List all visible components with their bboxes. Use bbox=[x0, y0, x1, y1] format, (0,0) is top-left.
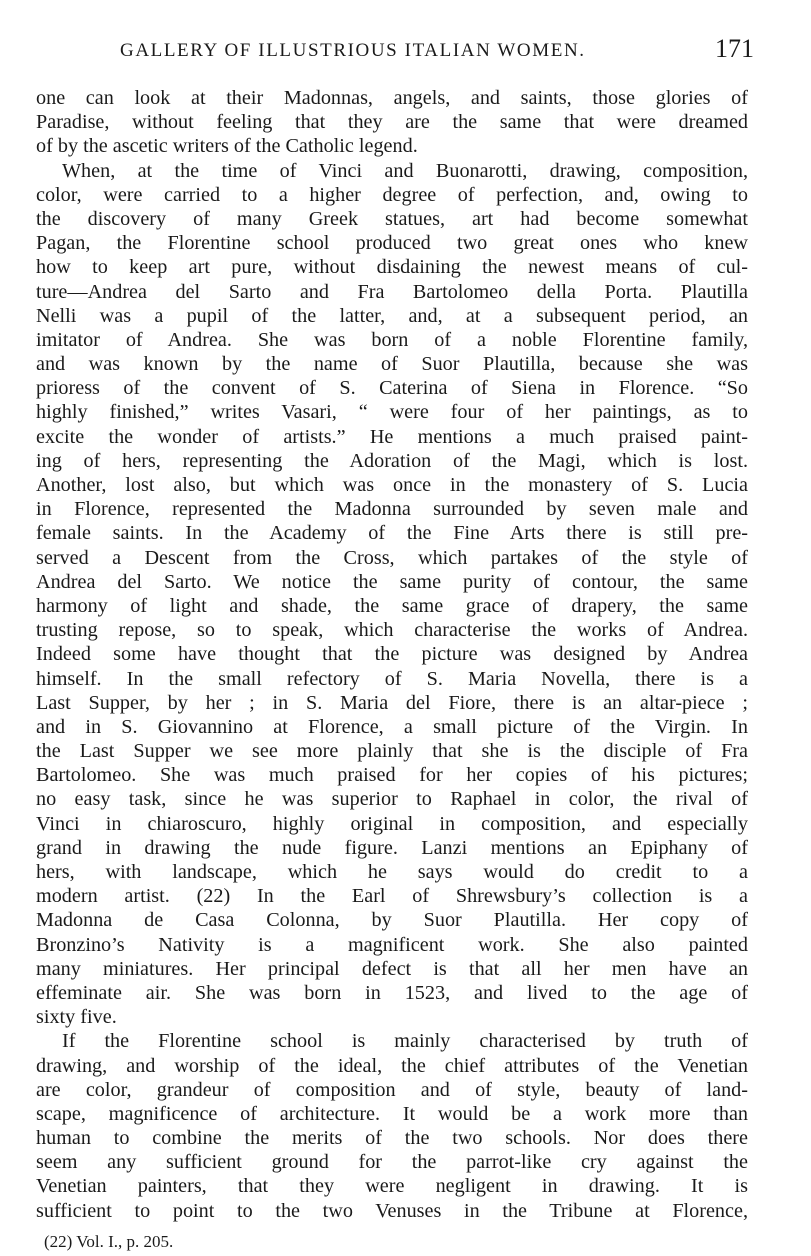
text-line: Bartolomeo. She was much praised for her copies of his pictures; bbox=[36, 764, 748, 787]
text-line: Last Supper, by her ; in S. Maria del Fiore, there is an altar-piece ; bbox=[36, 691, 748, 714]
body-text bbox=[36, 86, 748, 1223]
text-line: grand in drawing the nude figure. Lanzi mentions an Epiphany of bbox=[36, 836, 748, 859]
running-head bbox=[36, 32, 754, 70]
text-line: in Florence, represented the Madonna surrounded by seven male and bbox=[36, 498, 748, 521]
text-line: Pagan, the Florentine school produced two great ones who knew bbox=[36, 232, 748, 255]
text-line: sixty five. bbox=[36, 1006, 117, 1029]
text-line: himself. In the small refectory of S. Maria Novella, there is a bbox=[36, 667, 748, 690]
text-line: one can look at their Madonnas, angels, and saints, those glories of bbox=[36, 87, 748, 109]
text-line: Venetian painters, that they were negligent in drawing. It is bbox=[36, 1175, 748, 1198]
text-line: effeminate air. She was born in 1523, and lived to the age of bbox=[36, 981, 748, 1004]
text-line: drawing, and worship of the ideal, the chief attributes of the Venetian bbox=[36, 1054, 748, 1077]
text-line: seem any sufficient ground for the parrot-like cry against the bbox=[36, 1151, 748, 1174]
text-line: If the Florentine school is mainly characterised by truth of bbox=[62, 1030, 748, 1053]
text-line: trusting repose, so to speak, which characterise the works of Andrea. bbox=[36, 619, 748, 642]
text-line: human to combine the merits of the two schools. Nor does there bbox=[36, 1127, 748, 1150]
text-line: modern artist. (22) In the Earl of Shrewsbury’s collection is a bbox=[36, 885, 748, 908]
text-line: how to keep art pure, without disdaining the newest means of cul- bbox=[36, 256, 748, 279]
text-line: Paradise, without feeling that they are the same that were dreamed bbox=[36, 111, 748, 134]
text-line: served a Descent from the Cross, which partakes of the style of bbox=[36, 546, 748, 569]
text-line: Indeed some have thought that the picture was designed by Andrea bbox=[36, 643, 748, 666]
text-line: Vinci in chiaroscuro, highly original in composition, and especially bbox=[36, 812, 748, 835]
page-number: 171 bbox=[715, 34, 754, 63]
text-line: highly finished,” writes Vasari, “ were four of her paintings, as to bbox=[36, 401, 748, 424]
text-line: Madonna de Casa Colonna, by Suor Plautilla. Her copy of bbox=[36, 909, 748, 932]
running-title: GALLERY OF ILLUSTRIOUS ITALIAN WOMEN. bbox=[120, 40, 586, 61]
text-line: many miniatures. Her principal defect is that all her men have an bbox=[36, 957, 748, 980]
text-line: Andrea del Sarto. We notice the same purity of contour, the same bbox=[36, 570, 748, 593]
text-line: and in S. Giovannino at Florence, a small picture of the Virgin. In bbox=[36, 715, 748, 738]
text-line: sufficient to point to the two Venuses in the Tribune at Florence, bbox=[36, 1199, 748, 1222]
text-line: harmony of light and shade, the same grace of drapery, the same bbox=[36, 594, 748, 617]
book-page bbox=[36, 32, 754, 1253]
text-line: Another, lost also, but which was once in the monastery of S. Lucia bbox=[36, 474, 748, 496]
text-line: ture—Andrea del Sarto and Fra Bartolomeo della Porta. Plautilla bbox=[36, 280, 748, 303]
text-line: prioress of the convent of S. Caterina of Siena in Florence. “So bbox=[36, 377, 748, 400]
text-line: color, were carried to a higher degree of perfection, and, owing to bbox=[36, 183, 748, 206]
footnote: (22) Vol. I., p. 205. bbox=[44, 1231, 174, 1251]
text-line: imitator of Andrea. She was born of a noble Florentine family, bbox=[36, 328, 748, 351]
text-line: Nelli was a pupil of the latter, and, at a subsequent period, an bbox=[36, 304, 748, 327]
text-line: Bronzino’s Nativity is a magnificent work. She also painted bbox=[36, 933, 748, 956]
text-line: are color, grandeur of composition and of style, beauty of land- bbox=[36, 1078, 748, 1101]
text-line: the Last Supper we see more plainly that she is the disciple of Fra bbox=[36, 740, 748, 763]
text-line: When, at the time of Vinci and Buonarotti, drawing, composition, bbox=[62, 159, 748, 182]
text-line: female saints. In the Academy of the Fine Arts there is still pre- bbox=[36, 522, 748, 545]
text-line: hers, with landscape, which he says would do credit to a bbox=[36, 861, 748, 883]
text-line: scape, magnificence of architecture. It would be a work more than bbox=[36, 1102, 748, 1125]
text-line: of by the ascetic writers of the Catholic legend. bbox=[36, 135, 418, 158]
text-line: excite the wonder of artists.” He mentions a much praised paint- bbox=[36, 425, 748, 448]
text-line: no easy task, since he was superior to Raphael in color, the rival of bbox=[36, 788, 748, 811]
text-line: ing of hers, representing the Adoration of the Magi, which is lost. bbox=[36, 449, 748, 472]
text-line: and was known by the name of Suor Plautilla, because she was bbox=[36, 353, 748, 376]
text-line: the discovery of many Greek statues, art had become somewhat bbox=[36, 207, 748, 230]
